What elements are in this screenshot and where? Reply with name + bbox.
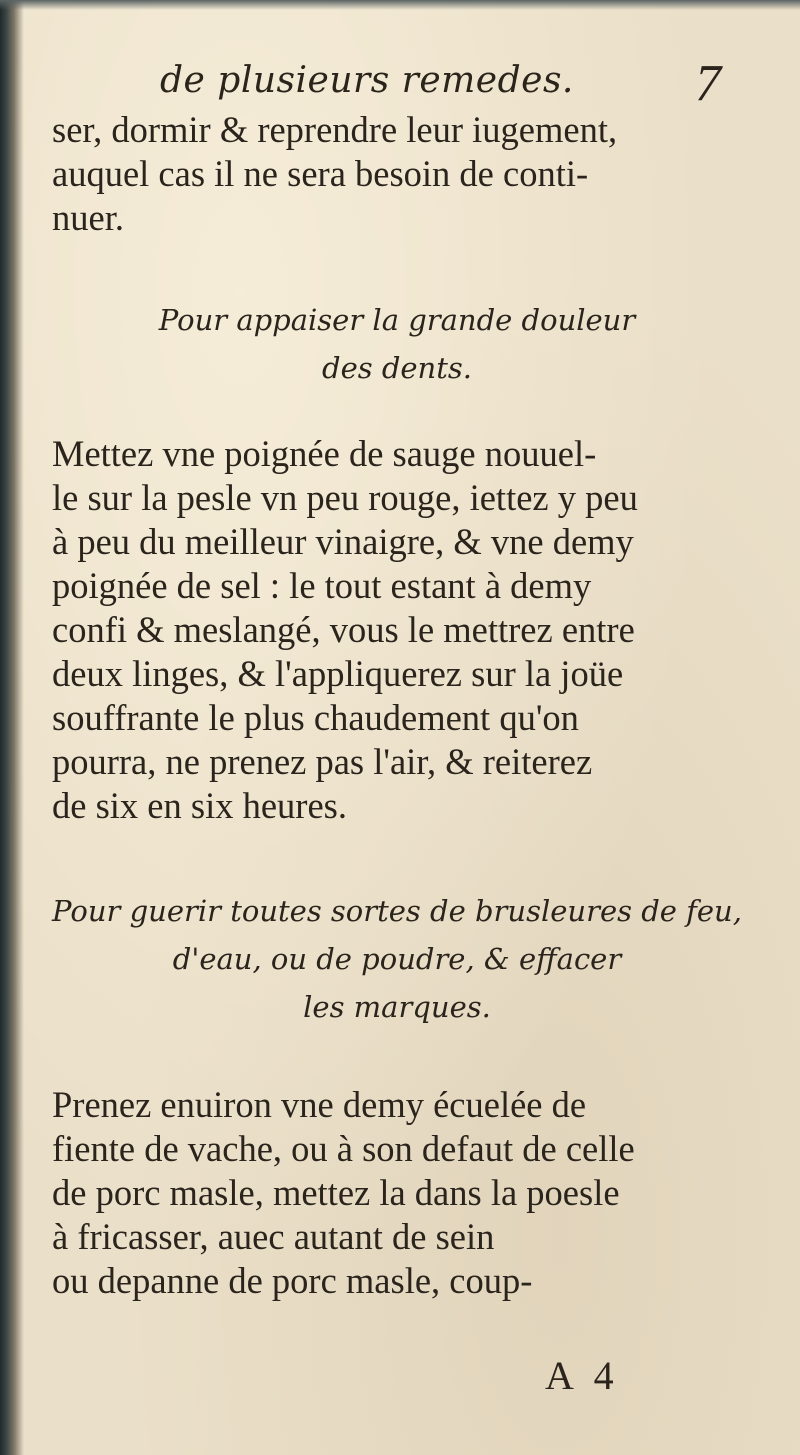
section-heading-toothache: Pour appaiser la grande douleur des dents. [158, 303, 636, 385]
section-heading-burns: Pour guerir toutes sortes de brusleures de feu, d'eau, ou de poudre, & effacer les marques. [52, 894, 742, 1024]
binding-edge [0, 0, 24, 1455]
page-top-edge [0, 0, 800, 10]
page-number: 7 [695, 55, 721, 112]
signature-mark: A 4 [545, 1353, 620, 1398]
paragraph-burns-remedy: Prenez enuiron vne demy écuelée de fiente de vache, ou à son defaut de celle de porc masle, mettez la dans la poesle à fricasser, auec autant de sein ou depanne de porc masle, coup- [52, 1084, 635, 1301]
paragraph-continuation: ser, dormir & reprendre leur iugement, auquel cas il ne sera besoin de conti- nuer. [52, 109, 618, 238]
running-head: de plusieurs remedes. [160, 60, 574, 101]
paragraph-toothache-remedy: Mettez vne poignée de sauge nouuel- le sur la pesle vn peu rouge, iettez y peu à peu du meilleur vinaigre, & vne demy poignée de sel : le tout estant à demy confi & meslangé, vous le mettrez entre deux linges, & l'appliquerez sur la joüe souffrante le plus chaudement qu'on pourra, ne prenez pas l'air, & reiterez de six en six heures. [52, 433, 638, 826]
